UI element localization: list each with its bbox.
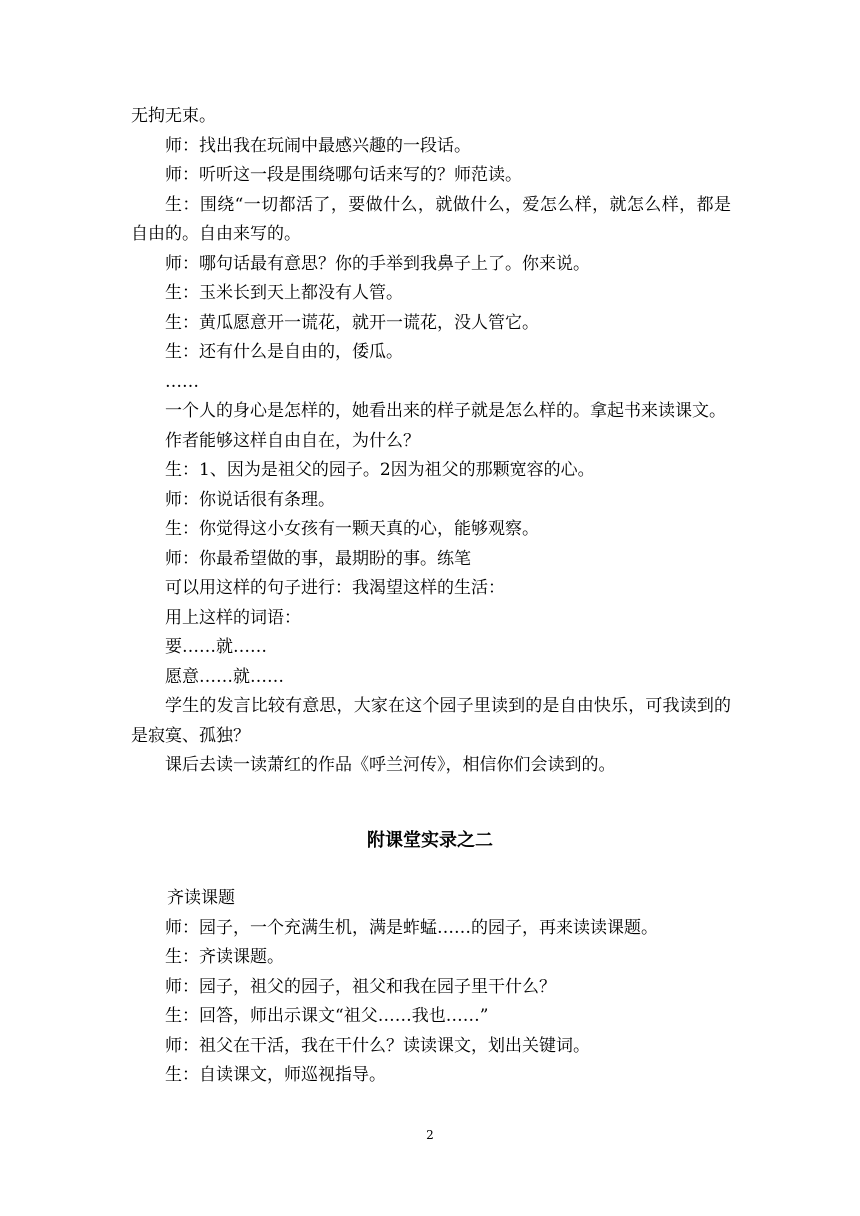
paragraph: 齐读课题 [167,888,235,908]
paragraph: 愿意……就…… [165,666,284,687]
paragraph: 师：听听这一段是围绕哪句话来写的？师范读。 [165,165,522,185]
paragraph: 课后去读一读萧红的作品《呼兰河传》，相信你们会读到的。 [165,755,616,775]
section-heading: 附课堂实录之二 [367,830,493,851]
paragraph: 无拘无束。 [131,106,216,126]
paragraph: 生：围绕“一切都活了，要做什么，就做什么，爱怎么样，就怎么样，都是自由的。自由来写的。 [131,194,731,244]
paragraph: 师：找出我在玩闹中最感兴趣的一段话。 [165,135,471,156]
paragraph: 可以用这样的句子进行：我渴望这样的生活： [165,578,505,598]
paragraph: 生：黄瓜愿意开一谎花，就开一谎花，没人管它。 [165,312,539,333]
paragraph: 生：齐读课题。 [165,947,284,967]
paragraph: 用上这样的词语： [165,607,301,628]
paragraph: 师：园子，祖父的园子，祖父和我在园子里干什么？ [165,976,556,997]
paragraph: 师：园子，一个充满生机，满是蚱蜢……的园子，再来读读课题。 [165,917,658,938]
paragraph: 生：回答，师出示课文“祖父……我也……” [165,1006,489,1026]
paragraph: 生：还有什么是自由的，倭瓜。 [165,342,403,362]
body-text-top [131,102,731,781]
paragraph: 师：你说话很有条理。 [165,489,335,510]
body-text-bottom [131,884,731,1091]
ellipsis-line: …… [165,371,199,392]
page-number: 2 [426,1128,434,1142]
paragraph: 学生的发言比较有意思，大家在这个园子里读到的是自由快乐，可我读到的是寂寞、孤独？ [131,696,731,746]
paragraph: 作者能够这样自由自在，为什么？ [165,430,420,451]
paragraph: 要……就…… [165,637,267,657]
paragraph: 师：你最希望做的事，最期盼的事。练笔 [165,548,471,569]
paragraph: 一个人的身心是怎样的，她看出来的样子就是怎么样的。拿起书来读课文。 [165,401,726,421]
paragraph: 生：自读课文，师巡视指导。 [165,1065,386,1085]
paragraph: 师：哪句话最有意思？你的手举到我鼻子上了。你来说。 [165,253,590,274]
paragraph: 师：祖父在干活，我在干什么？读读课文，划出关键词。 [165,1035,590,1056]
paragraph: 生：你觉得这小女孩有一颗天真的心，能够观察。 [165,519,539,539]
paragraph: 生：玉米长到天上都没有人管。 [165,283,403,303]
paragraph: 生：1、因为是祖父的园子。2因为祖父的那颗宽容的心。 [165,460,595,480]
